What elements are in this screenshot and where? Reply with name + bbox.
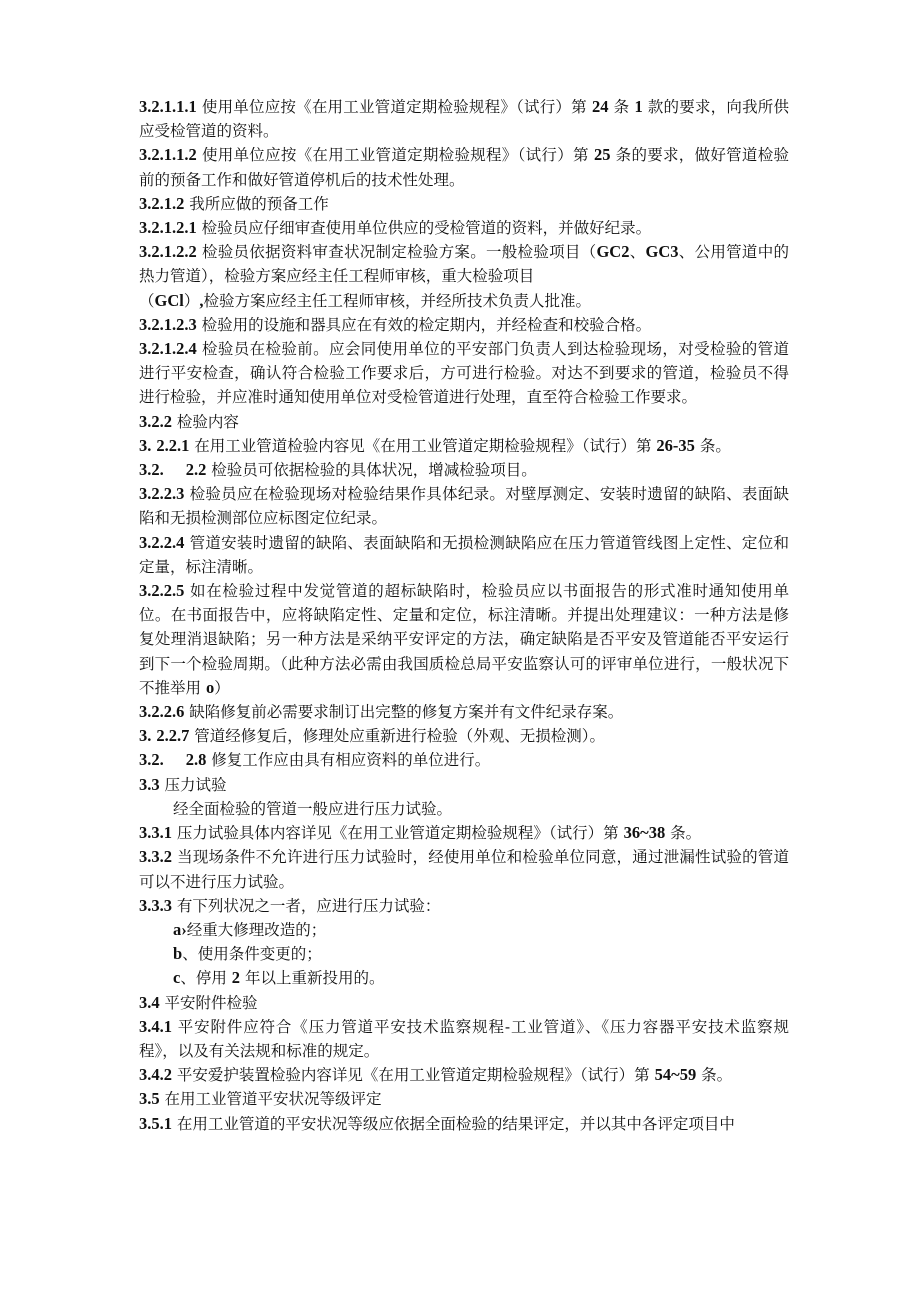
paragraph <box>139 458 789 482</box>
bold-term: 36~38 <box>623 823 666 843</box>
paragraph <box>139 797 789 821</box>
body-text: 缺陷修复前必需要求制订出完整的修复方案并有文件纪录存案。 <box>184 703 624 722</box>
paragraph <box>139 95 789 143</box>
bold-term: c <box>173 968 181 988</box>
paragraph <box>139 918 789 942</box>
paragraph <box>139 1063 789 1087</box>
section-number: 3.2. <box>139 460 164 480</box>
body-text: ） <box>214 678 230 697</box>
paragraph <box>139 1112 789 1136</box>
paragraph <box>139 821 789 845</box>
body-text: 如在检验过程中发觉管道的超标缺陷时，检验员应以书面报告的形式准时通知使用单位。在书面报告中，应将缺陷定性、定量和定位，标注清晰。并提出处理建议：一种方法是修复处理消退缺陷；另一种方法是采纳平安评定的方法，确定缺陷是否平安及管道能否平安运行到下一个检验周期。（此种方法必需由我国质检总局平安监察认可的评审单位进行，一般状况下不推举用 <box>139 582 789 697</box>
section-number: 3.3.3 <box>139 895 172 915</box>
paragraph <box>139 991 789 1015</box>
bold-term: o <box>205 677 215 697</box>
body-text: 款的要求，向我所供应受检管道的资料。 <box>139 98 789 141</box>
body-text: 有下列状况之一者，应进行压力试验： <box>172 896 441 915</box>
paragraph <box>139 942 789 966</box>
body-text: 、公用管道中的热力管道），检验方案应经主任工程师审核，重大检验项目 <box>139 243 789 286</box>
paragraph <box>139 894 789 918</box>
section-number: 3.3 <box>139 774 160 794</box>
section-number: 3.5 <box>139 1089 160 1109</box>
bold-term: 1 <box>634 97 643 116</box>
paragraph <box>139 1015 789 1063</box>
body-text: 使用单位应按《在用工业管道定期检验规程》（试行）第 <box>196 98 592 116</box>
body-text: 平安附件检验 <box>159 993 258 1012</box>
body-text: 经重大修理改造的； <box>186 920 327 939</box>
section-number: 3.2.1.2.3 <box>139 314 197 334</box>
body-text: （ <box>139 291 155 310</box>
section-number: 3.4 <box>139 992 160 1012</box>
section-number: 3. <box>139 435 152 455</box>
document-body <box>139 95 789 1136</box>
bold-term: 26-35 <box>656 435 695 455</box>
body-text: 在用工业管道平安状况等级评定 <box>159 1090 382 1109</box>
paragraph <box>139 482 789 530</box>
paragraph <box>139 579 789 700</box>
paragraph <box>139 966 789 990</box>
bold-term: 54~59 <box>654 1065 697 1085</box>
section-number: 3.2.1.1.1 <box>139 97 197 116</box>
body-text: 管道安装时遗留的缺陷、表面缺陷和无损检测缺陷应在压力管道管线图上定性、定位和定量，标注清晰。 <box>139 533 789 576</box>
body-text: ） <box>183 291 200 310</box>
section-number: 3.2.1.2.1 <box>139 218 197 238</box>
body-text: 当现场条件不允许进行压力试验时，经使用单位和检验单位同意，通过泄漏性试验的管道可以不进行压力试验。 <box>139 848 789 891</box>
bold-term: GC2 <box>596 242 630 262</box>
body-text: 压力试验 <box>159 775 227 794</box>
bold-term: GC3 <box>645 242 679 262</box>
body-text: 检验员在检验前。应会同使用单位的平安部门负责人到达检验现场，对受检验的管道进行平安检查，确认符合检验工作要求后，方可进行检验。对达不到要求的管道，检验员不得进行检验，并应准时通知使用单位对受检管道进行处理，直至符合检验工作要求。 <box>139 340 789 407</box>
body-text: 平安附件应符合《压力管道平安技术监察规程-工业管道》、《压力容器平安技术监察规程》，以及有关法规和标准的规定。 <box>139 1017 789 1060</box>
bold-term: 2 <box>231 968 241 988</box>
body-text: 检验员依据资料审查状况制定检验方案。一般检验项目（ <box>196 243 597 262</box>
section-number: 3.2.1.2 <box>139 193 185 213</box>
body-text: 条的要求，做好管道检验前的预备工作和做好管道停机后的技术性处理。 <box>139 146 789 189</box>
body-text: 在用工业管道的平安状况等级应依据全面检验的结果评定，并以其中各评定项目中 <box>172 1114 735 1133</box>
section-number: 3.2.2.5 <box>139 581 185 601</box>
body-text: 压力试验具体内容详见《在用工业管道定期检验规程》（试行）第 <box>172 824 624 843</box>
bold-term: 2.2 <box>185 460 207 480</box>
body-text: 条。 <box>694 436 731 455</box>
body-text: 管道经修复后，修理处应重新进行检验（外观、无损检测）。 <box>189 727 605 746</box>
body-text: 年以上重新投用的。 <box>240 969 385 988</box>
paragraph <box>139 192 789 216</box>
body-text: 在用工业管道检验内容见《在用工业管道定期检验规程》（试行）第 <box>189 436 657 455</box>
section-number: 3.2. <box>139 750 164 770</box>
bold-term: , <box>199 290 204 310</box>
paragraph <box>139 531 789 579</box>
bold-term: 2.8 <box>185 750 207 770</box>
body-text: 、停用 <box>180 969 232 988</box>
bold-term: GCl <box>154 290 184 310</box>
paragraph <box>139 143 789 191</box>
paragraph <box>139 700 789 724</box>
body-text: 修复工作应由具有相应资料的单位进行。 <box>206 751 491 770</box>
bold-term: b <box>173 944 183 964</box>
body-text: 检验员应仔细审查使用单位供应的受检管道的资料，并做好纪录。 <box>196 219 652 238</box>
paragraph <box>139 337 789 410</box>
bold-term: 2.2.1 <box>156 435 190 455</box>
section-number: 3.5.1 <box>139 1113 172 1133</box>
section-number: 3.3.1 <box>139 823 172 843</box>
bold-term: a› <box>173 919 187 939</box>
section-number: 3.4.1 <box>139 1016 172 1036</box>
body-text: 经全面检验的管道一般应进行压力试验。 <box>173 799 453 818</box>
body-text: 使用单位应按《在用工业管道定期检验规程》（试行）第 <box>196 146 594 165</box>
section-number: 3. <box>139 726 152 746</box>
paragraph <box>139 773 789 797</box>
body-text: 检验方案应经主任工程师审核，并经所技术负责人批准。 <box>203 291 592 310</box>
section-number: 3.3.2 <box>139 847 172 867</box>
body-text: 条。 <box>696 1066 733 1085</box>
paragraph <box>139 748 789 772</box>
section-number: 3.2.2.3 <box>139 484 185 504</box>
section-number: 3.2.1.1.2 <box>139 145 197 165</box>
section-number: 3.2.2.6 <box>139 702 185 722</box>
paragraph <box>139 410 789 434</box>
section-number: 3.2.2 <box>139 411 172 431</box>
bold-term: 2.2.7 <box>156 726 190 746</box>
bold-term: 24 <box>591 97 609 116</box>
paragraph <box>139 434 789 458</box>
body-text: 检验员应在检验现场对检验结果作具体纪录。对壁厚测定、安装时遗留的缺陷、表面缺陷和无损检测部位应标图定位纪录。 <box>139 485 789 528</box>
bold-term: 25 <box>593 145 611 165</box>
section-number: 3.4.2 <box>139 1065 172 1085</box>
paragraph <box>139 1087 789 1111</box>
paragraph <box>139 216 789 240</box>
section-number: 3.2.1.2.2 <box>139 242 197 262</box>
body-text: 、使用条件变更的； <box>182 945 322 964</box>
body-text: 条。 <box>665 824 702 843</box>
paragraph <box>139 845 789 893</box>
paragraph <box>139 724 789 748</box>
body-text: 、 <box>629 243 646 262</box>
body-text: 检验员可依据检验的具体状况，增减检验项目。 <box>206 461 537 480</box>
section-number: 3.2.1.2.4 <box>139 339 197 359</box>
section-number: 3.2.2.4 <box>139 532 185 552</box>
paragraph <box>139 313 789 337</box>
body-text: 平安爱护装置检验内容详见《在用工业管道定期检验规程》（试行）第 <box>172 1066 655 1085</box>
body-text: 条 <box>608 98 635 116</box>
paragraph <box>139 240 789 313</box>
body-text: 检验内容 <box>172 412 239 431</box>
body-text: 检验用的设施和器具应在有效的检定期内，并经检查和校验合格。 <box>196 315 652 334</box>
body-text: 我所应做的预备工作 <box>184 194 329 213</box>
